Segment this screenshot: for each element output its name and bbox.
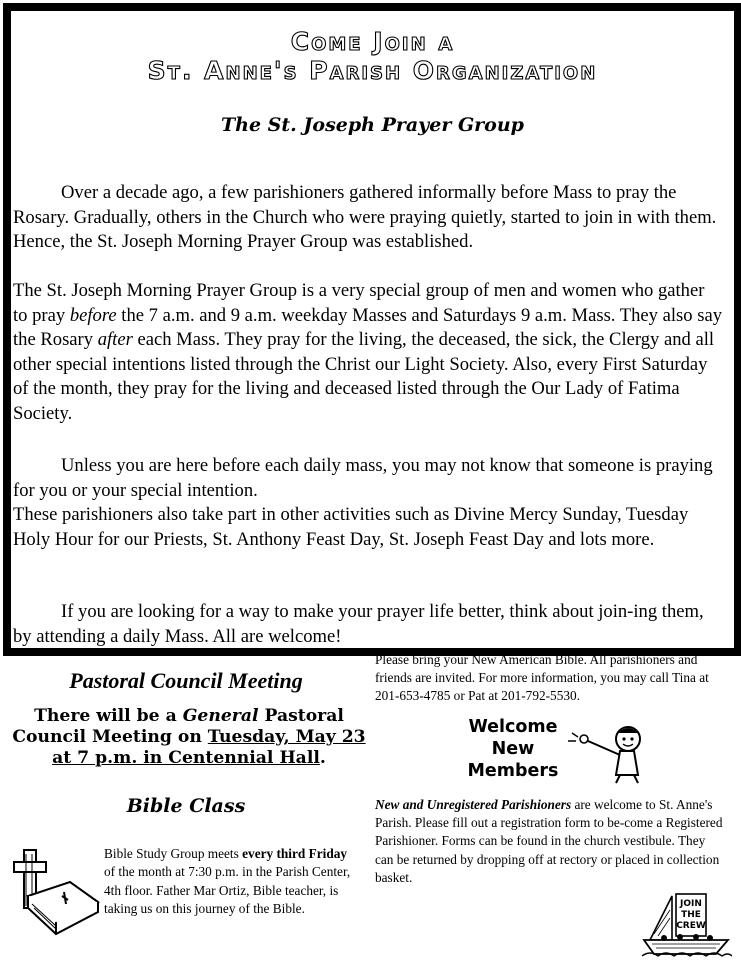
pastoral-text-general: General: [182, 706, 259, 726]
new-members-text: are welcome to St. Anne's Parish. Please fill out a registration form to be-come a Registered Parishioner. Forms can be found in the church vestibule. They can be returned by dropping off at rectory or placed in collection basket.: [375, 797, 723, 885]
article-heading-line1: Come Join a: [290, 27, 455, 56]
pastoral-meeting-date: Tuesday, May 23 at 7 p.m. in Centennial Hall: [52, 727, 366, 768]
bible-class-description: [104, 845, 360, 919]
bible-text-schedule: every third Friday: [242, 846, 348, 861]
pastoral-council-title: Pastoral Council Meeting: [69, 668, 303, 693]
article-subtitle: The St. Joseph Prayer Group: [221, 114, 524, 136]
paragraph-3-text-a: Unless you are here before each daily mass, you may not know that someone is praying for you or your special intention.: [13, 455, 713, 501]
paragraph-2-emphasis-before: before: [69, 304, 117, 326]
welcome-line-2: New: [491, 739, 535, 759]
paragraph-2-text-e: each Mass. They pray for the living, the deceased, the sick, the Clergy and all other special intentions listed through the Christ our Light Society. Also, every First Saturday of the month, they pray for the living and deceased listed through the Our Lady of Fatima Society.: [13, 329, 715, 424]
welcome-line-1: Welcome: [468, 717, 558, 737]
article-box: [3, 3, 741, 656]
welcome-line-3: Members: [467, 761, 559, 781]
paragraph-2-text-a: The St. Joseph Morning Prayer Group is a very special group of men and women who gather to pray: [13, 280, 705, 326]
pastoral-text-a: There will be a: [34, 706, 183, 726]
ship-logo-text: JOIN THE CREW: [676, 899, 706, 931]
bible-text-a: Bible Study Group meets: [104, 846, 243, 861]
bible-text-c: of the month at 7:30 p.m. in the Parish Center, 4th floor. Father Mar Ortiz, Bible teacher, is taking us on this journey of the Bible.: [104, 864, 351, 917]
pastoral-text-c: Pastoral Council Meeting on: [12, 706, 344, 747]
paragraph-2-emphasis-after: after: [97, 329, 133, 350]
paragraph-4-text: If you are looking for a way to make your prayer life better, think about join-ing them, by attending a daily Mass. All are welcome!: [13, 601, 704, 647]
article-paragraph-1: [13, 181, 723, 255]
bible-cross-icon: [10, 846, 100, 936]
article-paragraph-4: [13, 600, 723, 649]
paragraph-3-text-b: These parishioners also take part in other activities such as Divine Mercy Sunday, Tuesday Holy Hour for our Priests, St. Anthony Feast Day, St. Joseph Feast Day and lots more.: [13, 504, 689, 550]
pastoral-text-end: .: [319, 748, 326, 768]
bring-bible-notice: Please bring your New American Bible. All parishioners and friends are invited. For more information, you may call Tina at 201-653-4785 or Pat at 201-792-5530.: [375, 652, 709, 703]
paragraph-1-text: Over a decade ago, a few parishioners gathered informally before Mass to pray the Rosary. Gradually, others in the Church who were praying quietly, started to join in with them. Hence, the St. Joseph Morning Prayer Group was established.: [13, 182, 717, 252]
article-heading-line2: St. Anne's Parish Organization: [147, 56, 598, 85]
bible-class-title: Bible Class: [126, 795, 246, 817]
join-the-crew-ship-logo: [640, 890, 732, 958]
article-paragraph-2: [13, 279, 723, 426]
new-members-description: [375, 796, 725, 887]
new-members-lead: New and Unregistered Parishioners: [375, 797, 572, 812]
welcome-new-members-banner: [458, 716, 568, 782]
paragraph-2-text-c: the 7 a.m. and 9 a.m. weekday Masses and Saturdays 9 a.m. Mass. They also say the Rosary: [13, 304, 723, 350]
article-paragraph-3: [13, 454, 723, 552]
pastoral-council-notice: [6, 706, 372, 769]
